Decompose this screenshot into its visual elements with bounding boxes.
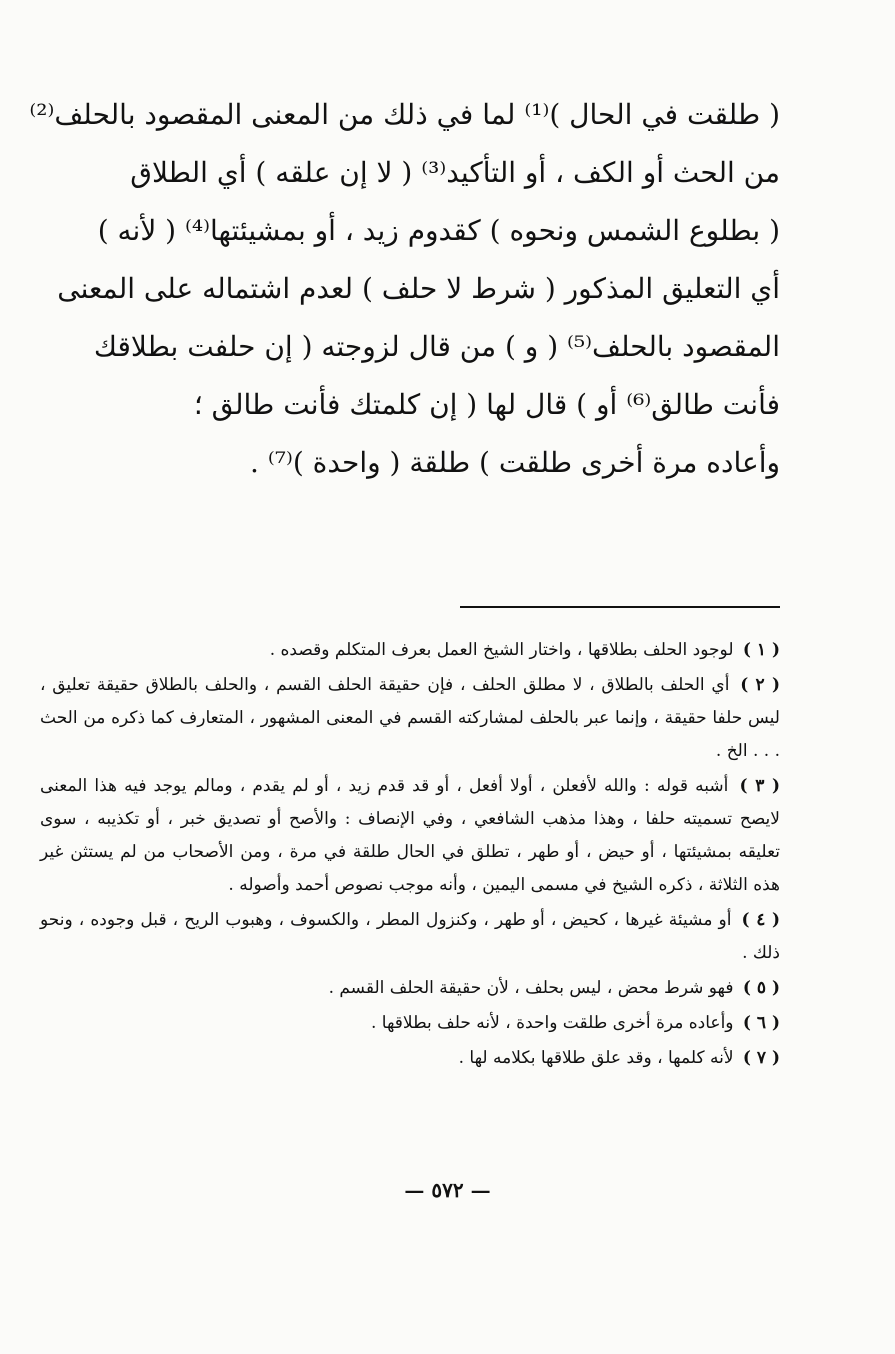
footnote-text: أو مشيئة غيرها ، كحيض ، أو طهر ، وكنزول المطر ، والكسوف ، وهبوب الريح ، قبل وجوده ، ونحو ذلك .: [40, 910, 780, 963]
footnote-text: لوجود الحلف بطلاقها ، واختار الشيخ العمل بعرف المتكلم وقصده .: [269, 640, 734, 660]
main-text-line: وأعاده مرة أخرى طلقت ) طلقة ( واحدة )⁽⁷⁾ .: [250, 446, 780, 479]
footnote-text: أي الحلف بالطلاق ، لا مطلق الحلف ، فإن حقيقة الحلف القسم ، والحلف بالطلاق حقيقة تعليق ، ليس حلفا حقيقة ، وإنما عبر بالحلف لمشاركته القسم في المعنى المشهور ، المتعارف كما ذكره من الحث . . . الخ .: [40, 675, 780, 761]
document-page: [29, 86, 781, 1068]
footnote-number: ( ٧ ): [742, 1048, 780, 1068]
footnote-3: [40, 770, 780, 902]
footnote-number: ( ٦ ): [742, 1013, 780, 1033]
footnote-text: وأعاده مرة أخرى طلقت واحدة ، لأنه حلف بطلاقها .: [370, 1013, 734, 1033]
footnote-number: ( ٤ ): [741, 910, 780, 930]
footnote-number: ( ١ ): [742, 640, 780, 660]
footnote-text: لأنه كلمها ، وقد علق طلاقها بكلامه لها .: [458, 1048, 734, 1068]
footnote-1: [40, 634, 780, 667]
footnote-text: أشبه قوله : والله لأفعلن ، أولا أفعل ، أو قد قدم زيد ، أو لم يقدم ، ومالم يوجد فيه هذا المعنى لايصح تسميته حلفا ، وهذا مذهب الشافعي ، وفي الإنصاف : والأصح أو تصديق خبر ، أو تكذيبه ، سوى تعليقه بمشيئتها ، أو حيض ، أو طهر ، تطلق في الحال طلقة في مرة ، ومن الأصحاب من لم يستثن غير هذه الثلاثة ، ذكره الشيخ في مسمى اليمين ، وأنه موجب نصوص أحمد وأصوله .: [40, 776, 780, 895]
footnote-divider: [460, 606, 780, 608]
footnote-4: [40, 904, 780, 970]
footnotes-section: [40, 634, 780, 1077]
page-number: — ٥٧٢ —: [404, 1178, 491, 1202]
main-text-line: فأنت طالق⁽⁶⁾ أو ) قال لها ( إن كلمتك فأنت طالق ؛: [193, 388, 780, 421]
footnote-number: ( ٥ ): [742, 978, 780, 998]
footnote-2: [40, 669, 780, 768]
main-text-line: المقصود بالحلف⁽⁵⁾ ( و ) من قال لزوجته ( إن حلفت بطلاقك: [93, 330, 780, 363]
main-text-block: [29, 86, 780, 492]
footnote-text: فهو شرط محض ، ليس بحلف ، لأن حقيقة الحلف القسم .: [328, 978, 734, 998]
main-text-line: ( بطلوع الشمس ونحوه ) كقدوم زيد ، أو بمشيئتها⁽⁴⁾ ( لأنه ): [97, 214, 780, 247]
footnote-7: [40, 1042, 780, 1075]
footnote-number: ( ٢ ): [740, 675, 780, 695]
footnote-6: [40, 1007, 780, 1040]
footnote-5: [40, 972, 780, 1005]
footnote-number: ( ٣ ): [739, 776, 781, 796]
main-text-line: ( طلقت في الحال )⁽¹⁾ لما في ذلك من المعنى المقصود بالحلف⁽²⁾: [29, 98, 780, 131]
main-text-line: من الحث أو الكف ، أو التأكيد⁽³⁾ ( لا إن علقه ) أي الطلاق: [130, 156, 780, 189]
main-text-line: أي التعليق المذكور ( شرط لا حلف ) لعدم اشتماله على المعنى: [57, 272, 780, 305]
